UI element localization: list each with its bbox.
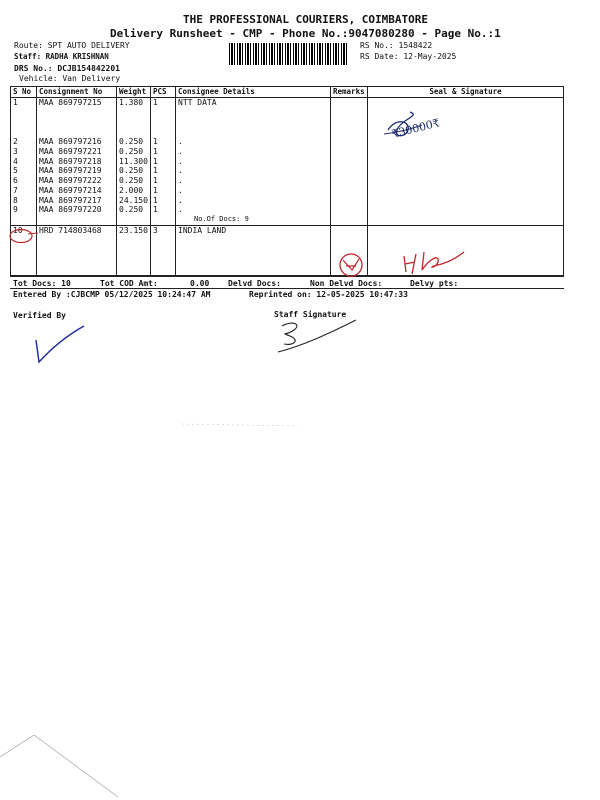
cell-weight: 23.150	[117, 226, 151, 236]
cell-sno	[11, 215, 37, 225]
table-header-row	[11, 87, 564, 98]
cell-weight	[117, 127, 151, 137]
cell-seal	[368, 205, 564, 215]
cell-sno: 6	[11, 176, 37, 186]
cell-cno: MAA 869797220	[37, 205, 117, 215]
cell-cno: MAA 869797221	[37, 147, 117, 157]
cell-remarks	[331, 196, 368, 206]
cell-weight: 0.250	[117, 205, 151, 215]
cell-cno: MAA 869797222	[37, 176, 117, 186]
table-row	[11, 196, 564, 206]
cell-sno: 7	[11, 186, 37, 196]
fold-mark-line	[0, 735, 120, 800]
cell-weight	[117, 255, 151, 265]
table-row	[11, 157, 564, 167]
route-label: Route: SPT AUTO DELIVERY	[14, 41, 130, 50]
cell-cno	[37, 265, 117, 275]
total-divider-bottom	[10, 288, 564, 289]
cell-seal	[368, 236, 564, 246]
cell-cno	[37, 246, 117, 256]
cell-remarks	[331, 108, 368, 118]
cell-sno	[11, 108, 37, 118]
cell-consignee	[176, 246, 331, 256]
cell-remarks	[331, 157, 368, 167]
cell-sno: 10	[11, 226, 37, 236]
cell-consignee	[176, 265, 331, 275]
table-row	[11, 255, 564, 265]
cell-remarks	[331, 226, 368, 236]
table-row	[11, 246, 564, 256]
runsheet-title: Delivery Runsheet - CMP - Phone No.:9047080280 - Page No.:1	[110, 27, 501, 40]
cell-sno: 4	[11, 157, 37, 167]
delvd-docs: Delvd Docs:	[228, 279, 281, 288]
cell-weight: 1.380	[117, 98, 151, 108]
cell-remarks	[331, 98, 368, 108]
cell-weight	[117, 108, 151, 118]
tot-cod-label: Tot COD Amt:	[100, 279, 158, 288]
drs-label: DRS No.: DCJB154842201	[14, 64, 120, 73]
seal-amount-note: ₹30000₹	[390, 116, 442, 141]
cell-cno	[37, 108, 117, 118]
cell-remarks	[331, 236, 368, 246]
table-row	[11, 98, 564, 108]
cell-remarks	[331, 186, 368, 196]
col-consignee: Consignee Details	[176, 87, 331, 98]
cell-pcs: 1	[151, 166, 176, 176]
cell-cno: MAA 869797214	[37, 186, 117, 196]
table-row	[11, 265, 564, 275]
cell-weight: 2.000	[117, 186, 151, 196]
cell-seal	[368, 176, 564, 186]
cell-sno: 5	[11, 166, 37, 176]
cell-weight	[117, 215, 151, 225]
col-sno: S No	[11, 87, 37, 98]
cell-consignee: .	[176, 176, 331, 186]
rs-no-label: RS No.: 1548422	[360, 41, 433, 50]
cell-sno	[11, 255, 37, 265]
table-row	[11, 186, 564, 196]
cell-seal	[368, 157, 564, 167]
row10-circle-mark	[8, 228, 38, 244]
cell-pcs: 3	[151, 226, 176, 236]
cell-sno: 8	[11, 196, 37, 206]
verified-checkmark	[30, 322, 90, 367]
cell-cno: MAA 869797218	[37, 157, 117, 167]
cell-consignee: .	[176, 196, 331, 206]
cell-cno	[37, 127, 117, 137]
staff-label: Staff: RADHA KRISHNAN	[14, 52, 109, 61]
cell-weight	[117, 236, 151, 246]
cell-consignee	[176, 118, 331, 128]
cell-pcs: 1	[151, 157, 176, 167]
staff-signature-label: Staff Signature	[274, 310, 347, 319]
cell-consignee: NTT DATA	[176, 98, 331, 108]
cell-pcs: 1	[151, 176, 176, 186]
staff-signature-scribble	[272, 316, 362, 356]
cell-consignee	[176, 255, 331, 265]
cell-remarks	[331, 137, 368, 147]
cell-cno	[37, 215, 117, 225]
col-seal: Seal & Signature	[368, 87, 564, 98]
cell-seal	[368, 226, 564, 236]
cell-cno	[37, 255, 117, 265]
cell-seal	[368, 196, 564, 206]
cell-pcs: 1	[151, 147, 176, 157]
cell-pcs	[151, 215, 176, 225]
company-title: THE PROFESSIONAL COURIERS, COIMBATORE	[183, 13, 429, 26]
cell-weight: 0.250	[117, 176, 151, 186]
cell-sno	[11, 265, 37, 275]
cell-weight: 0.250	[117, 166, 151, 176]
cell-pcs: 1	[151, 137, 176, 147]
cell-weight	[117, 265, 151, 275]
cell-sno: 2	[11, 137, 37, 147]
cell-consignee: .	[176, 147, 331, 157]
non-delvd-docs: Non Delvd Docs:	[310, 279, 383, 288]
cell-consignee	[176, 108, 331, 118]
cell-consignee: .	[176, 205, 331, 215]
cell-sno	[11, 246, 37, 256]
cell-remarks	[331, 127, 368, 137]
total-divider-top	[10, 276, 564, 277]
barcode	[229, 43, 349, 65]
table-row	[11, 236, 564, 246]
cell-pcs	[151, 118, 176, 128]
cell-cno	[37, 118, 117, 128]
reprinted-on: Reprinted on: 12-05-2025 10:47:33	[249, 290, 408, 299]
cell-seal	[368, 98, 564, 108]
cell-consignee: .	[176, 157, 331, 167]
cell-weight	[117, 118, 151, 128]
hr-scribble	[400, 248, 470, 276]
cell-pcs: 1	[151, 186, 176, 196]
cell-cno: MAA 869797217	[37, 196, 117, 206]
cell-remarks	[331, 215, 368, 225]
cell-pcs	[151, 108, 176, 118]
table-row	[11, 166, 564, 176]
cell-pcs	[151, 255, 176, 265]
cell-sno: 1	[11, 98, 37, 108]
tot-cod-value: 0.00	[190, 279, 210, 288]
cell-seal	[368, 166, 564, 176]
cell-consignee: No.Of Docs: 9	[176, 215, 331, 225]
cell-weight: 11.300	[117, 157, 151, 167]
cell-pcs	[151, 246, 176, 256]
cell-remarks	[331, 147, 368, 157]
cell-weight: 0.250	[117, 137, 151, 147]
cell-consignee: .	[176, 166, 331, 176]
cell-weight: 0.250	[117, 147, 151, 157]
cell-pcs: 1	[151, 98, 176, 108]
cell-cno: MAA 869797219	[37, 166, 117, 176]
delvy-pts: Delvy pts:	[410, 279, 459, 288]
tot-docs: Tot Docs: 10	[13, 279, 71, 288]
cell-pcs: 1	[151, 196, 176, 206]
col-remarks: Remarks	[331, 87, 368, 98]
table-row	[11, 176, 564, 186]
fold-crease-middle	[180, 418, 300, 430]
cell-consignee	[176, 236, 331, 246]
cell-consignee: .	[176, 137, 331, 147]
cell-consignee: .	[176, 186, 331, 196]
cell-consignee: INDIA LAND	[176, 226, 331, 236]
cell-cno: MAA 869797216	[37, 137, 117, 147]
rs-date-label: RS Date: 12-May-2025	[360, 52, 457, 61]
cell-sno	[11, 118, 37, 128]
cell-seal	[368, 186, 564, 196]
cell-pcs	[151, 127, 176, 137]
table-row	[11, 215, 564, 225]
cell-sno: 9	[11, 205, 37, 215]
cell-pcs	[151, 236, 176, 246]
cell-consignee	[176, 127, 331, 137]
cell-weight: 24.150	[117, 196, 151, 206]
cell-remarks	[331, 205, 368, 215]
cell-pcs: 1	[151, 205, 176, 215]
cell-sno	[11, 127, 37, 137]
col-consignment: Consignment No	[37, 87, 117, 98]
cell-cno: HRD 714803468	[37, 226, 117, 236]
cell-remarks	[331, 166, 368, 176]
remarks-circle-mark	[334, 250, 370, 280]
cell-sno: 3	[11, 147, 37, 157]
table-row	[11, 226, 564, 236]
cell-cno: MAA 869797215	[37, 98, 117, 108]
cell-remarks	[331, 118, 368, 128]
cell-cno	[37, 236, 117, 246]
entered-by: Entered By :CJBCMP 05/12/2025 10:24:47 AM	[13, 290, 211, 299]
col-pcs: PCS	[151, 87, 176, 98]
vehicle-label: Vehicle: Van Delivery	[19, 74, 121, 83]
cell-seal	[368, 215, 564, 225]
cell-pcs	[151, 265, 176, 275]
cell-weight	[117, 246, 151, 256]
col-weight: Weight	[117, 87, 151, 98]
cell-remarks	[331, 176, 368, 186]
verified-by: Verified By	[13, 311, 66, 320]
table-row	[11, 205, 564, 215]
